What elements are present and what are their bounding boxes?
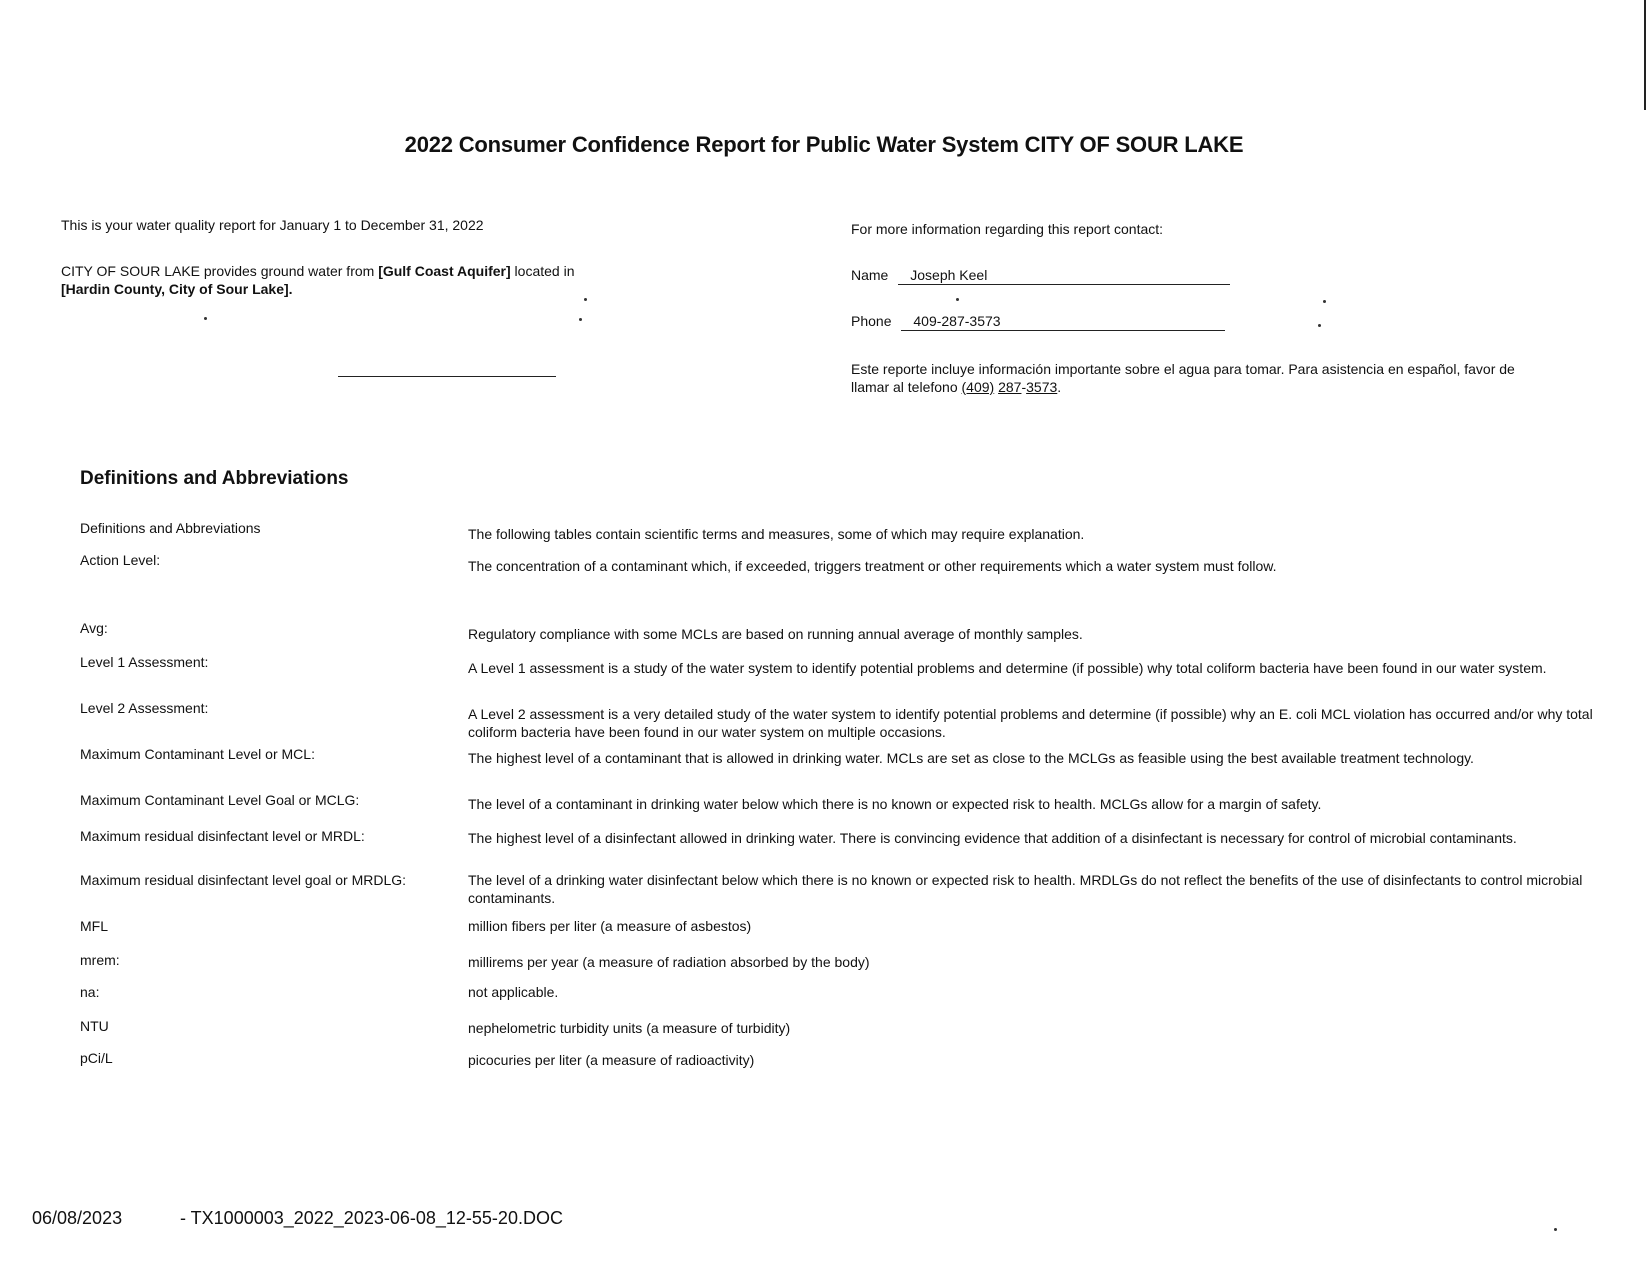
definition-desc: The highest level of a disinfectant allowed in drinking water. There is convincing evidence that addition of a disinfectant is necessary for control of microbial contaminants. — [468, 830, 1517, 846]
spanish-line-2-prefix: llamar al telefono — [851, 379, 962, 395]
definition-desc: Regulatory compliance with some MCLs are based on running annual average of monthly samples. — [468, 626, 1083, 642]
source-middle: located in — [510, 263, 575, 279]
definition-term: Action Level: — [80, 552, 161, 568]
footer-date: 06/08/2023 — [32, 1208, 123, 1228]
definition-term: Maximum Contaminant Level or MCL: — [80, 746, 315, 762]
scan-speck — [1318, 324, 1321, 327]
report-title: 2022 Consumer Confidence Report for Public Water System CITY OF SOUR LAKE — [404, 132, 1244, 157]
spanish-line-1: Este reporte incluye información importante sobre el agua para tomar. Para asistencia en español, favor de — [851, 361, 1515, 377]
contact-phone-value: 409-287-3573 — [901, 313, 1225, 331]
scan-speck — [579, 318, 582, 321]
definitions-heading: Definitions and Abbreviations — [80, 468, 349, 489]
source-location: [Hardin County, City of Sour Lake]. — [61, 281, 293, 297]
spanish-number: 3573 — [1026, 379, 1058, 395]
contact-name-row — [851, 266, 1230, 285]
spanish-notice: Este reporte incluye información importante sobre el agua para tomar. Para asistencia en español, favor de llamar al telefono (409) 287-3573. — [851, 361, 1515, 395]
definition-term: MFL — [80, 918, 108, 934]
scan-speck — [584, 298, 587, 301]
definition-desc: millirems per year (a measure of radiation absorbed by the body) — [468, 954, 870, 970]
definition-desc: The highest level of a contaminant that is allowed in drinking water. MCLs are set as close to the MCLGs as feasible using the best available treatment technology. — [468, 750, 1474, 766]
definition-term: Maximum Contaminant Level Goal or MCLG: — [80, 792, 360, 808]
definition-term: NTU — [80, 1018, 109, 1034]
definition-term: Maximum residual disinfectant level or MRDL: — [80, 828, 365, 844]
definition-term: Level 1 Assessment: — [80, 654, 209, 670]
definition-desc: A Level 2 assessment is a very detailed study of the water system to identify potential problems and determine (if possible) why an E. coli MCL violation has occurred and/or why total coliform bacteria have been found in our water system on multiple occasions. — [468, 706, 1593, 740]
definition-term: na: — [80, 984, 100, 1000]
spanish-exchange: 287 — [998, 379, 1022, 395]
scan-speck — [204, 317, 207, 320]
spanish-area-code: (409) — [961, 379, 995, 395]
report-period: This is your water quality report for January 1 to December 31, 2022 — [61, 217, 484, 233]
definition-desc: A Level 1 assessment is a study of the water system to identify potential problems and determine (if possible) why total coliform bacteria have been found in our water system. — [468, 660, 1547, 676]
scan-speck — [1554, 1228, 1557, 1231]
source-prefix: CITY OF SOUR LAKE provides ground water from — [61, 263, 379, 279]
definition-desc: The level of a drinking water disinfectant below which there is no known or expected risk to health. MRDLGs do not reflect the benefits of the use of disinfectants to control microbial contaminants. — [468, 872, 1583, 906]
footer-filename: - TX1000003_2022_2023-06-08_12-55-20.DOC — [180, 1208, 563, 1228]
contact-heading: For more information regarding this report contact: — [851, 221, 1164, 237]
water-source — [61, 262, 621, 298]
definition-term: mrem: — [80, 952, 120, 968]
definition-desc: picocuries per liter (a measure of radioactivity) — [468, 1052, 755, 1068]
definition-desc: nephelometric turbidity units (a measure of turbidity) — [468, 1020, 791, 1036]
signature-line — [338, 376, 556, 377]
contact-phone-label: Phone — [851, 313, 892, 329]
scan-speck — [956, 298, 959, 301]
definition-term: Avg: — [80, 620, 108, 636]
contact-name-value: Joseph Keel — [898, 267, 1230, 285]
definition-term: Maximum residual disinfectant level goal or MRDLG: — [80, 872, 407, 888]
definition-term: Definitions and Abbreviations — [80, 520, 261, 536]
source-aquifer: [Gulf Coast Aquifer] — [378, 263, 511, 279]
definition-desc: The level of a contaminant in drinking water below which there is no known or expected risk to health. MCLGs allow for a margin of safety. — [468, 796, 1322, 812]
definition-desc: million fibers per liter (a measure of asbestos) — [468, 918, 752, 934]
definition-desc: The following tables contain scientific terms and measures, some of which may require explanation. — [468, 526, 1085, 542]
scan-speck — [1323, 300, 1326, 303]
contact-name-label: Name — [851, 267, 889, 283]
definition-desc: not applicable. — [468, 984, 559, 1000]
definition-term: Level 2 Assessment: — [80, 700, 209, 716]
definition-desc: The concentration of a contaminant which, if exceeded, triggers treatment or other requirements which a water system must follow. — [468, 558, 1277, 574]
contact-phone-row — [851, 312, 1225, 331]
scan-edge — [1644, 0, 1646, 110]
definition-term: pCi/L — [80, 1050, 113, 1066]
